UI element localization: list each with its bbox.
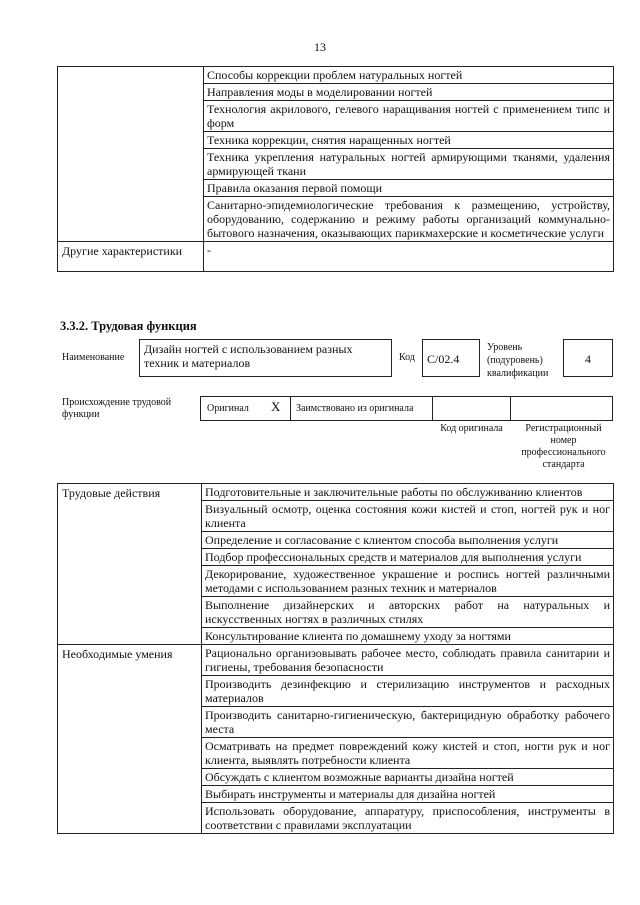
table-cell: Определение и согласование с клиентом способа выполнения услуги <box>202 532 614 549</box>
code-value-box: C/02.4 <box>422 339 480 377</box>
reg-number-box <box>510 396 613 421</box>
table-cell: Выбирать инструменты и материалы для дизайна ногтей <box>202 786 614 803</box>
table-cell: Использовать оборудование, аппаратуру, приспособления, инструменты в соответствии с правилами эксплуатации <box>202 803 614 834</box>
table-cell: Производить дезинфекцию и стерилизацию инструментов и расходных материалов <box>202 676 614 707</box>
code-original-box <box>432 396 511 421</box>
original-label: Оригинал <box>207 403 249 414</box>
table-row <box>58 484 614 501</box>
table-cell: Обсуждать с клиентом возможные варианты дизайна ногтей <box>202 769 614 786</box>
table-cell: Правила оказания первой помощи <box>204 180 614 197</box>
code-original-caption: Код оригинала <box>440 423 503 434</box>
table-cell: Санитарно-эпидемиологические требования к размещению, устройству, оборудованию, содержанию и режиму работы организаций коммунально-бытового назначения, оказывающих парикмахерские и косметические услуги <box>204 197 614 242</box>
reg-number-caption: Регистрационный номер профессионального стандарта <box>521 423 606 470</box>
code-label: Код <box>399 352 415 363</box>
table-cell: Техника коррекции, снятия наращенных ногтей <box>204 132 614 149</box>
page-number: 13 <box>314 40 326 54</box>
table-cell: Техника укрепления натуральных ногтей армирующими тканями, удаления армирующей ткани <box>204 149 614 180</box>
level-value-box: 4 <box>563 339 613 377</box>
table-cell: Выполнение дизайнерских и авторских работ на натуральных и искусственных ногтях в различных стилях <box>202 597 614 628</box>
required-skills-label: Необходимые умения <box>58 645 202 834</box>
original-mark: X <box>271 399 281 414</box>
table-cell: Способы коррекции проблем натуральных ногтей <box>204 67 614 84</box>
knowledge-table <box>57 66 614 272</box>
labor-function-table <box>57 483 614 834</box>
table-cell: Подбор профессиональных средств и материалов для выполнения услуги <box>202 549 614 566</box>
table-cell: Осматривать на предмет повреждений кожу кистей и стоп, ногти рук и ног клиента, выявлять потребности клиента <box>202 738 614 769</box>
table-cell: Производить санитарно-гигиеническую, бактерицидную обработку рабочего места <box>202 707 614 738</box>
table-cell: Направления моды в моделировании ногтей <box>204 84 614 101</box>
origin-label: Происхождение трудовой функции <box>62 397 172 420</box>
table-row <box>58 645 614 676</box>
table-cell: Рационально организовывать рабочее место, соблюдать правила санитарии и гигиены, требования безопасности <box>202 645 614 676</box>
table-row <box>58 67 614 84</box>
other-characteristics-label: Другие характеристики <box>58 242 204 272</box>
borrowed-box <box>290 396 433 421</box>
name-value-box: Дизайн ногтей с использованием разных техник и материалов <box>139 339 392 377</box>
empty-label-cell <box>58 67 204 242</box>
table-cell: Визуальный осмотр, оценка состояния кожи кистей и стоп, ногтей рук и ног клиента <box>202 501 614 532</box>
borrowed-label: Заимствовано из оригинала <box>296 403 414 414</box>
labor-actions-label: Трудовые действия <box>58 484 202 645</box>
table-cell: Консультирование клиента по домашнему уходу за ногтями <box>202 628 614 645</box>
table-cell: Подготовительные и заключительные работы по обслуживанию клиентов <box>202 484 614 501</box>
other-characteristics-value: - <box>204 242 614 272</box>
table-row <box>58 242 614 272</box>
table-cell: Технология акрилового, гелевого наращивания ногтей с применением типс и форм <box>204 101 614 132</box>
section-heading: 3.3.2. Трудовая функция <box>60 319 197 333</box>
level-label: Уровень (подуровень) квалификации <box>487 342 549 379</box>
name-label: Наименование <box>62 352 125 363</box>
table-cell: Декорирование, художественное украшение и роспись ногтей различными методами с использованием разных техник и материалов <box>202 566 614 597</box>
original-box <box>200 396 291 421</box>
